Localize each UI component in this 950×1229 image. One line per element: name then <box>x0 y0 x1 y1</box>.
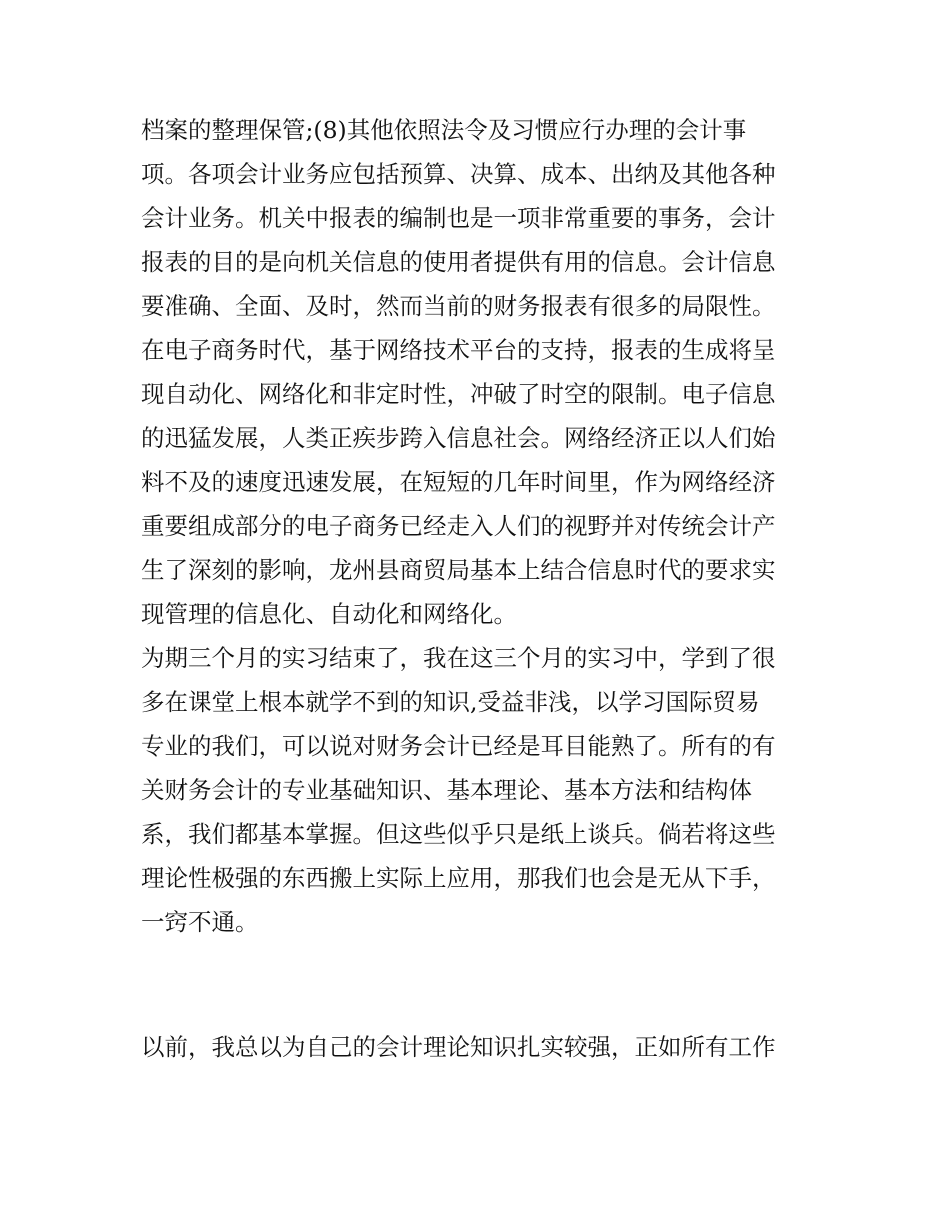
text-line: 料不及的速度迅速发展，在短短的几年时间里，作为网络经济 <box>141 468 776 496</box>
text-line: 关财务会计的专业基础知识、基本理论、基本方法和结构体 <box>141 776 752 804</box>
text-line: 档案的整理保管;(8)其他依照法令及习惯应行办理的会计事 <box>141 116 747 144</box>
text-line: 多在课堂上根本就学不到的知识,受益非浅，以学习国际贸易 <box>141 688 760 716</box>
text-line: 专业的我们，可以说对财务会计已经是耳目能熟了。所有的有 <box>141 732 776 760</box>
body-text-block <box>141 108 821 944</box>
text-line: 生了深刻的影响，龙州县商贸局基本上结合信息时代的要求实 <box>141 556 776 584</box>
text-line: 会计业务。机关中报表的编制也是一项非常重要的事务，会计 <box>141 204 776 232</box>
text-line: 系，我们都基本掌握。但这些似乎只是纸上谈兵。倘若将这些 <box>141 820 776 848</box>
text-line: 为期三个月的实习结束了，我在这三个月的实习中，学到了很 <box>141 644 776 672</box>
text-line: 的迅猛发展，人类正疾步跨入信息社会。网络经济正以人们始 <box>141 424 776 452</box>
text-line: 在电子商务时代，基于网络技术平台的支持，报表的生成将呈 <box>141 336 776 364</box>
text-line: 重要组成部分的电子商务已经走入人们的视野并对传统会计产 <box>141 512 776 540</box>
text-line: 现管理的信息化、自动化和网络化。 <box>141 600 517 628</box>
text-line: 项。各项会计业务应包括预算、决算、成本、出纳及其他各种 <box>141 160 776 188</box>
text-line: 报表的目的是向机关信息的使用者提供有用的信息。会计信息 <box>141 248 776 276</box>
text-line: 要准确、全面、及时，然而当前的财务报表有很多的局限性。 <box>141 292 776 320</box>
body-text-block <box>141 1025 821 1069</box>
text-line: 理论性极强的东西搬上实际上应用，那我们也会是无从下手， <box>141 864 776 892</box>
text-line: 现自动化、网络化和非定时性，冲破了时空的限制。电子信息 <box>141 380 776 408</box>
text-line: 以前，我总以为自己的会计理论知识扎实较强，正如所有工作 <box>141 1033 776 1061</box>
text-line: 一窍不通。 <box>141 908 259 936</box>
